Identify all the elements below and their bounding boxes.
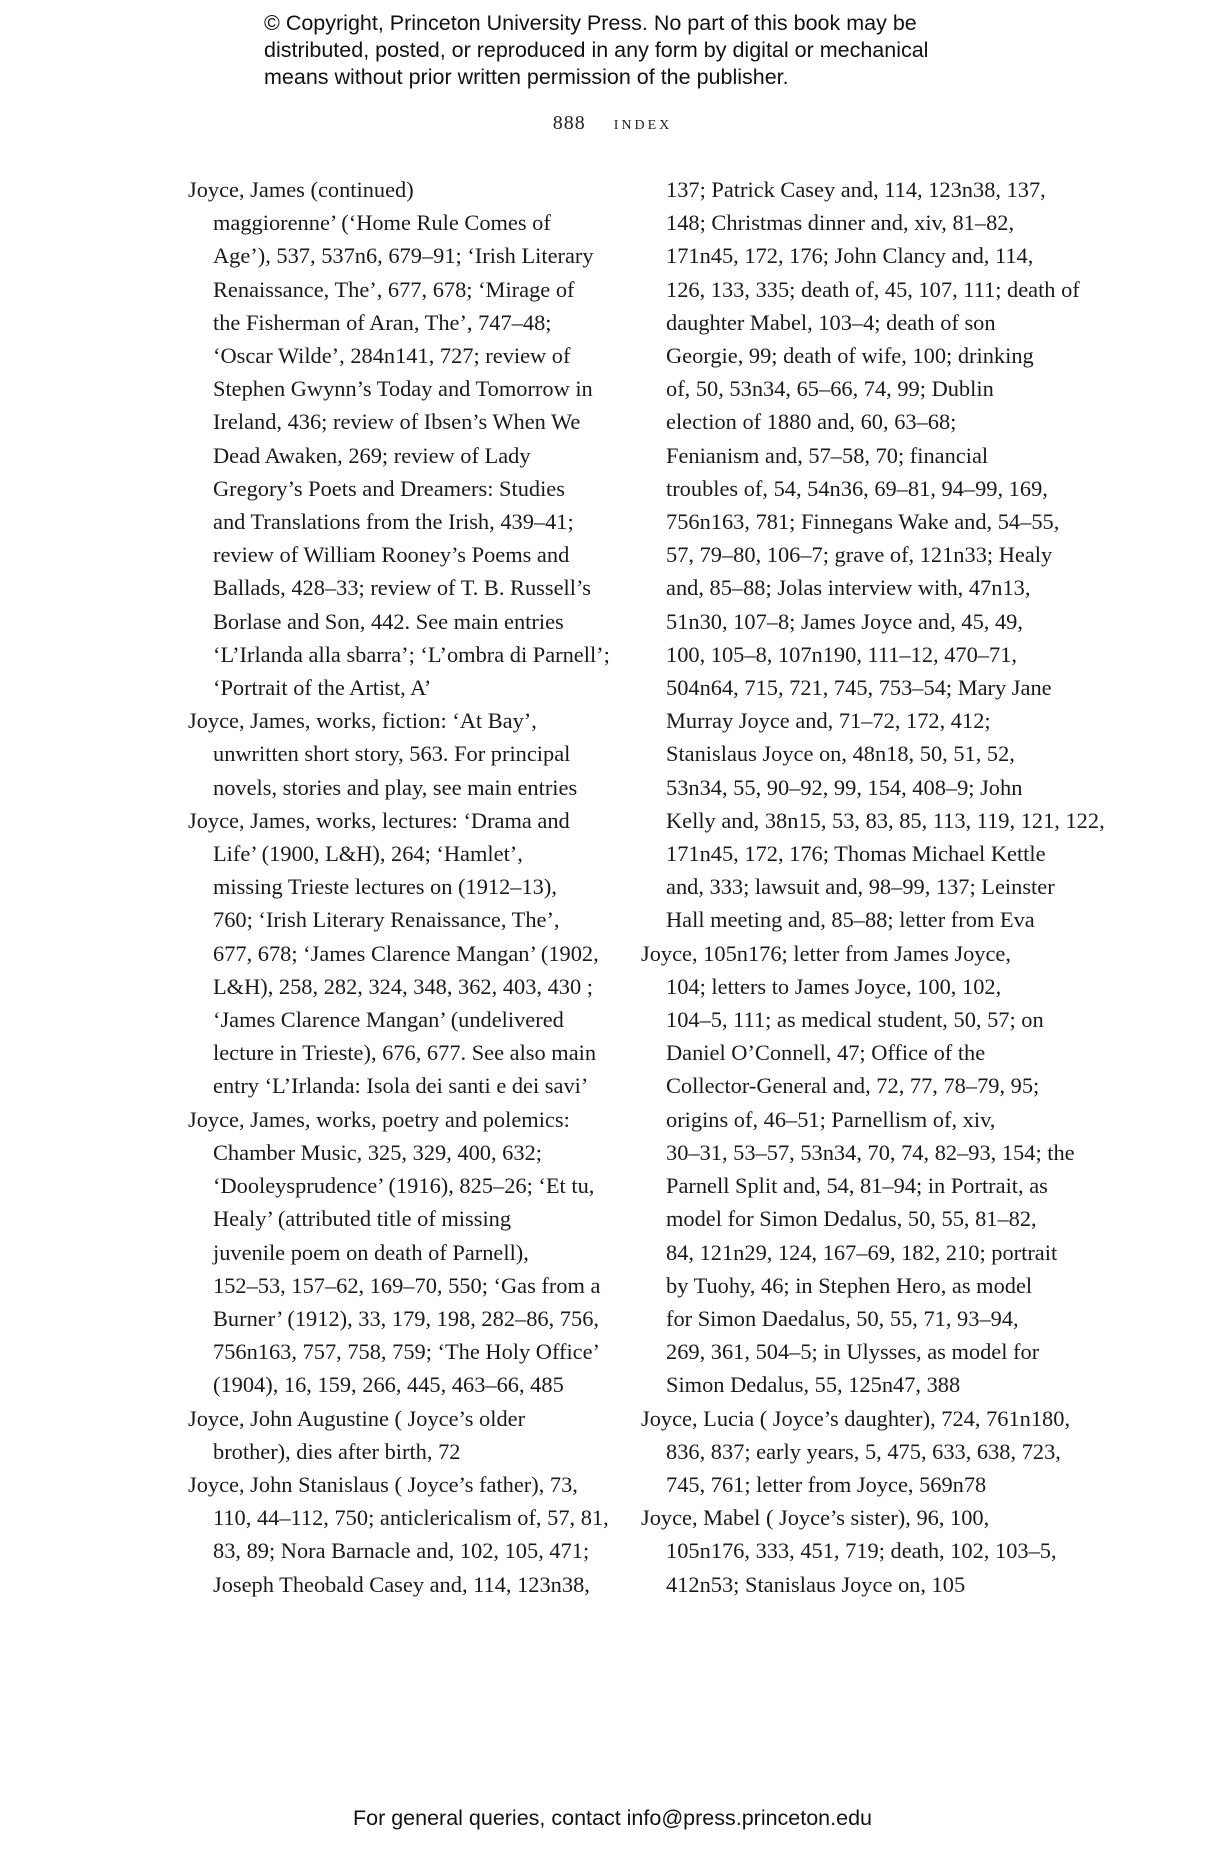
index-entry-line: ‘James Clarence Mangan’ (undelivered [213,1007,564,1033]
index-entry-line: Borlase and Son, 442. See main entries [213,608,564,634]
index-entry-line: novels, stories and play, see main entries [213,774,578,800]
index-entry-line: Ireland, 436; review of Ibsen’s When We [213,409,581,435]
index-entry-line: Simon Dedalus, 55, 125n47, 388 [666,1372,961,1398]
index-entry-line: brother), dies after birth, 72 [213,1438,461,1464]
copyright-line: means without prior written permission of the publisher. [264,65,789,89]
index-entry-line: Kelly and, 38n15, 53, 83, 85, 113, 119, 121, 122, [666,807,1105,833]
index-entry-line: Ballads, 428–33; review of T. B. Russell’s [213,575,591,601]
index-entry-line: 504n64, 715, 721, 745, 753–54; Mary Jane [666,675,1052,701]
index-entry-line: and Translations from the Irish, 439–41; [213,509,574,535]
index-entry-line: ‘Portrait of the Artist, A’ [213,675,432,701]
index-entry-line: 745, 761; letter from Joyce, 569n78 [666,1471,987,1497]
index-entry-line: 760; ‘Irish Literary Renaissance, The’, [213,907,560,933]
index-entry-line: Stanislaus Joyce on, 48n18, 50, 51, 52, [666,741,1015,767]
index-entry-line: for Simon Daedalus, 50, 55, 71, 93–94, [666,1305,1019,1331]
index-entry-line: 110, 44–112, 750; anticlericalism of, 57, 81, [213,1505,609,1531]
index-right-column [641,173,1105,1601]
index-entry-line: unwritten short story, 563. For principal [213,741,571,767]
index-entry-line: 836, 837; early years, 5, 475, 633, 638, 723, [666,1438,1061,1464]
index-entry-head: Joyce, James (continued) [188,177,414,202]
index-entry-line: daughter Mabel, 103–4; death of son [666,309,996,335]
index-entry-line: 126, 133, 335; death of, 45, 107, 111; death of [666,276,1080,302]
index-entry-line: 152–53, 157–62, 169–70, 550; ‘Gas from a [213,1272,601,1298]
index-entry-line: entry ‘L’Irlanda: Isola dei santi e dei savi’ [213,1073,589,1099]
section-title: index [613,112,673,134]
index-entry-line: review of William Rooney’s Poems and [213,542,570,568]
index-entry-line: 171n45, 172, 176; John Clancy and, 114, [666,243,1034,269]
index-entry-line: ‘Oscar Wilde’, 284n141, 727; review of [213,343,571,369]
index-entry-head: Joyce, James, works, lectures: ‘Drama and [188,807,570,833]
copyright-notice [264,10,1024,91]
index-entry-head: Joyce, Lucia ( Joyce’s daughter), 724, 761n180, [641,1405,1071,1431]
index-entry-head: Joyce, James, works, fiction: ‘At Bay’, [188,708,537,734]
index-entry-line: 756n163, 781; Finnegans Wake and, 54–55, [666,509,1060,535]
index-entry-line: Hall meeting and, 85–88; letter from Eva [666,907,1035,933]
index-entry-line: Stephen Gwynn’s Today and Tomorrow in [213,376,593,402]
index-entry-line: maggiorenne’ (‘Home Rule Comes of [213,210,551,236]
index-entry-line: missing Trieste lectures on (1912–13), [213,874,557,900]
index-entry-line: 137; Patrick Casey and, 114, 123n38, 137, [666,177,1046,202]
index-entry-line: L&H), 258, 282, 324, 348, 362, 403, 430 ; [213,973,594,999]
index-entry-line: Healy’ (attributed title of missing [213,1206,512,1232]
index-entry-line: 412n53; Stanislaus Joyce on, 105 [666,1571,966,1597]
index-entry-line: the Fisherman of Aran, The’, 747–48; [213,309,552,335]
index-entry-line: 105n176, 333, 451, 719; death, 102, 103–5, [666,1538,1057,1564]
index-entry-head: Joyce, 105n176; letter from James Joyce, [641,940,1011,966]
index-entry-line: Parnell Split and, 54, 81–94; in Portrait, as [666,1173,1048,1199]
index-entry-line: 104–5, 111; as medical student, 50, 57; on [666,1007,1044,1033]
index-entry-line: 83, 89; Nora Barnacle and, 102, 105, 471; [213,1538,590,1564]
index-entry-line: origins of, 46–51; Parnellism of, xiv, [666,1106,996,1132]
index-entry-line: troubles of, 54, 54n36, 69–81, 94–99, 169, [666,475,1048,501]
index-entry-line: and, 85–88; Jolas interview with, 47n13, [666,575,1031,601]
index-entry-line: Fenianism and, 57–58, 70; financial [666,442,989,468]
index-left-column [188,173,608,1601]
index-entry-line: juvenile poem on death of Parnell), [213,1239,529,1265]
index-entry-line: 756n163, 757, 758, 759; ‘The Holy Office’ [213,1339,601,1365]
index-entry-head: Joyce, John Stanislaus ( Joyce’s father), 73, [188,1471,578,1497]
page-number: 888 [552,112,586,134]
index-entry-line: 53n34, 55, 90–92, 99, 154, 408–9; John [666,774,1023,800]
copyright-line: © Copyright, Princeton University Press. No part of this book may be [264,11,917,35]
index-entry-line: Georgie, 99; death of wife, 100; drinking [666,343,1034,369]
index-entry-line: 677, 678; ‘James Clarence Mangan’ (1902, [213,940,599,966]
index-entry-line: Collector-General and, 72, 77, 78–79, 95; [666,1073,1040,1099]
index-entry-line: 148; Christmas dinner and, xiv, 81–82, [666,210,1015,236]
index-entry-line: model for Simon Dedalus, 50, 55, 81–82, [666,1206,1037,1232]
index-entry-line: Chamber Music, 325, 329, 400, 632; [213,1139,542,1165]
index-entry-line: Renaissance, The’, 677, 678; ‘Mirage of [213,276,575,302]
index-entry-line: Joseph Theobald Casey and, 114, 123n38, [213,1571,590,1597]
index-entry-head: Joyce, John Augustine ( Joyce’s older [188,1405,526,1431]
index-entry-line: of, 50, 53n34, 65–66, 74, 99; Dublin [666,376,994,402]
index-entry-line: 84, 121n29, 124, 167–69, 182, 210; portrait [666,1239,1058,1265]
index-entry-line: (1904), 16, 159, 266, 445, 463–66, 485 [213,1372,564,1398]
index-entry-line: 30–31, 53–57, 53n34, 70, 74, 82–93, 154; the [666,1139,1075,1165]
footer-contact: For general queries, contact info@press.princeton.edu [352,1806,872,1830]
index-entry-line: Burner’ (1912), 33, 179, 198, 282–86, 756, [213,1305,599,1331]
index-entry-line: Gregory’s Poets and Dreamers: Studies [213,475,565,501]
index-entry-line: Age’), 537, 537n6, 679–91; ‘Irish Literary [213,243,594,269]
index-entry-line: 100, 105–8, 107n190, 111–12, 470–71, [666,641,1017,667]
running-head [0,112,1225,135]
index-entry-head: Joyce, Mabel ( Joyce’s sister), 96, 100, [641,1505,990,1531]
index-entry-line: 171n45, 172, 176; Thomas Michael Kettle [666,841,1046,867]
index-entry-line: 51n30, 107–8; James Joyce and, 45, 49, [666,608,1023,634]
index-entry-line: lecture in Trieste), 676, 677. See also main [213,1040,597,1066]
index-entry-head: Joyce, James, works, poetry and polemics: [188,1106,570,1132]
index-entry-line: by Tuohy, 46; in Stephen Hero, as model [666,1272,1033,1298]
index-entry-line: Life’ (1900, L&H), 264; ‘Hamlet’, [213,841,523,867]
copyright-line: distributed, posted, or reproduced in any form by digital or mechanical [264,38,929,62]
index-entry-line: ‘L’Irlanda alla sbarra’; ‘L’ombra di Parnell’; [213,641,610,667]
index-entry-line: election of 1880 and, 60, 63–68; [666,409,957,435]
index-entry-line: ‘Dooleysprudence’ (1916), 825–26; ‘Et tu, [213,1173,595,1199]
index-entry-line: 269, 361, 504–5; in Ulysses, as model for [666,1339,1040,1365]
index-entry-line: Murray Joyce and, 71–72, 172, 412; [666,708,991,734]
index-entry-line: 104; letters to James Joyce, 100, 102, [666,973,1002,999]
index-entry-line: Daniel O’Connell, 47; Office of the [666,1040,986,1066]
index-entry-line: Dead Awaken, 269; review of Lady [213,442,531,468]
index-entry-line: 57, 79–80, 106–7; grave of, 121n33; Healy [666,542,1053,568]
index-entry-line: and, 333; lawsuit and, 98–99, 137; Leinster [666,874,1055,900]
